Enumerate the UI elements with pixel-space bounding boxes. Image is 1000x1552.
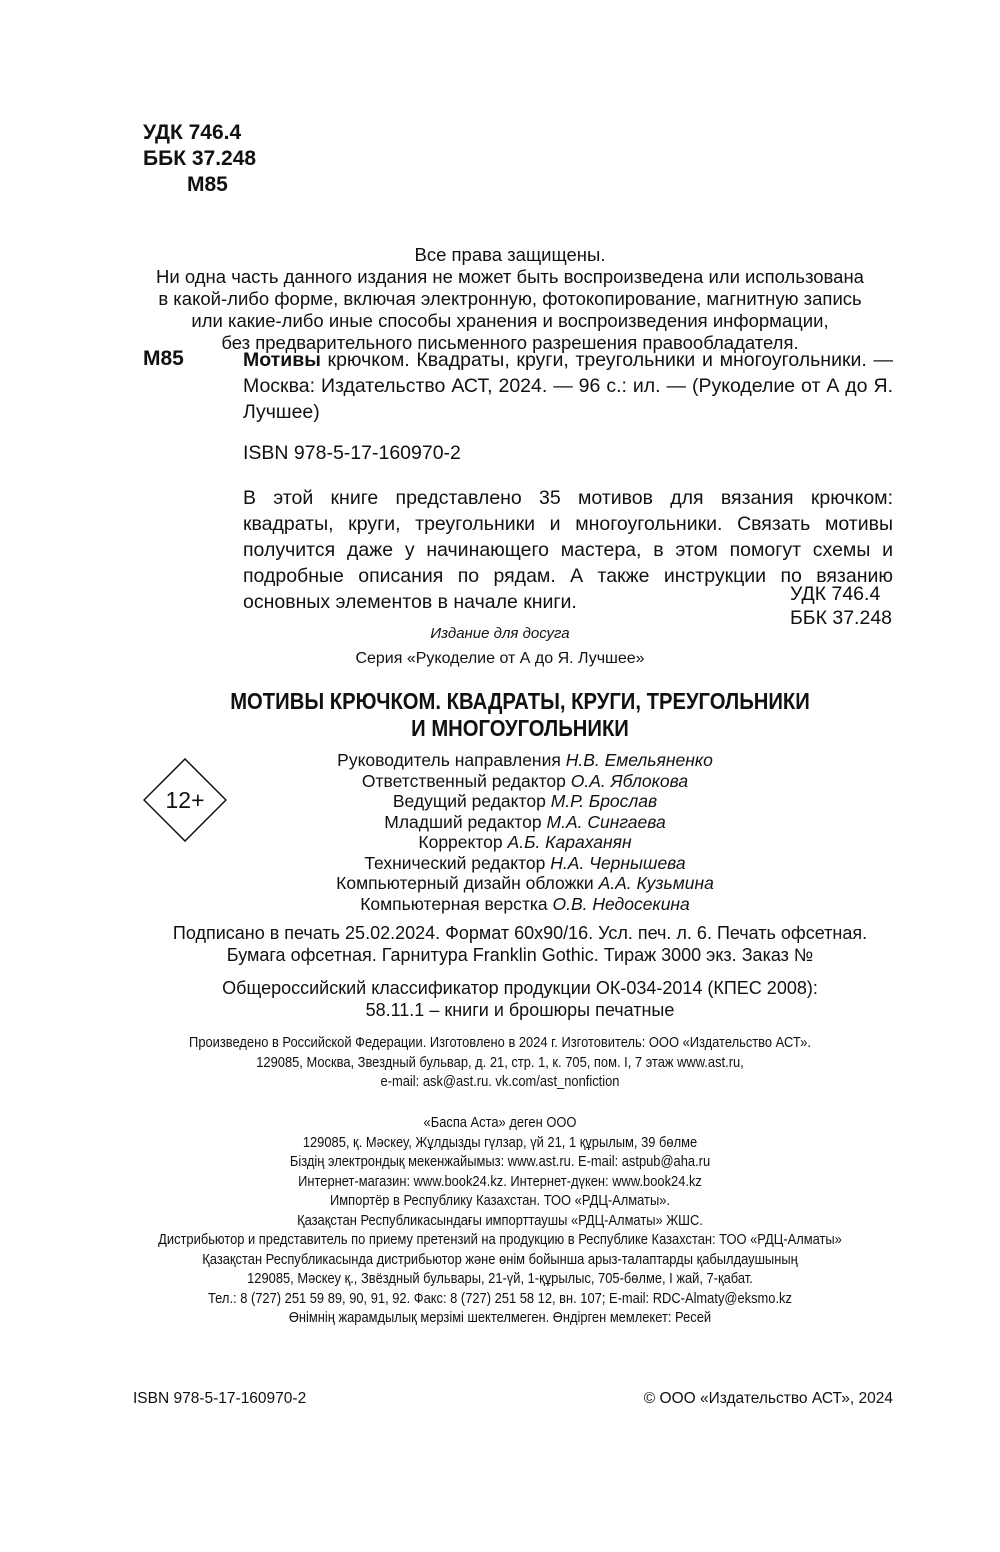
age-rating-badge [143,758,227,842]
producer-line: 129085, Москва, Звездный бульвар, д. 21, стр. 1, к. 705, пом. I, 7 этаж www.ast.ru, [256,1053,744,1071]
rights-line: Ни одна часть данного издания не может быть воспроизведена или использована [156,266,864,287]
bib-sign: М85 [143,347,184,370]
staff-row: Корректор А.Б. Караханян [418,832,632,852]
udk-code: УДК 746.4 [143,121,242,144]
title-line: МОТИВЫ КРЮЧКОМ. КВАДРАТЫ, КРУГИ, ТРЕУГОЛЬНИКИ [230,688,810,714]
producer-line: Произведено в Российской Федерации. Изготовлено в 2024 г. Изготовитель: ООО «Издательство АСТ». [189,1034,811,1051]
footer-isbn: ISBN 978-5-17-160970-2 [133,1390,307,1407]
kz-line: Өнімнің жарамдылық мерзімі шектелмеген. Өндірген мемлекет: Ресей [288,1309,712,1326]
rights-line: без предварительного письменного разрешения правообладателя. [221,332,799,353]
print-info [130,922,910,966]
staff-row: Компьютерный дизайн обложки А.А. Кузьмина [336,873,714,893]
staff-row: Руководитель направления Н.В. Емельяненко [337,750,713,770]
title-line: И МНОГОУГОЛЬНИКИ [411,715,629,741]
staff-row: Ответственный редактор О.А. Яблокова [361,770,689,791]
kz-line: «Баспа Аста» деген ООО [423,1114,577,1131]
leisure-edition: Издание для досуга [430,625,570,642]
footer-copyright: © ООО «Издательство АСТ», 2024 [643,1390,893,1407]
kz-line: Импортёр в Республику Казахстан. ТОО «РДЦ-Алматы». [330,1192,670,1209]
bibliographic-record [243,347,893,425]
age-rating: 12+ [165,786,205,813]
producer-info [100,1033,900,1092]
kz-line: Қазақстан Республикасында дистрибьютор және өнім бойынша арыз-талаптарды қабылдаушының [202,1250,798,1268]
kz-line: Тел.: 8 (727) 251 59 89, 90, 91, 92. Факс: 8 (727) 251 58 12, вн. 107; E-mail: RDC-Almaty@eksmo.kz [208,1289,792,1307]
kz-line: 129085, Мәскеу қ., Звёздный бульвары, 21-үй, 1-құрылыс, 705-бөлме, I жай, 7-қабат. [247,1270,753,1287]
kz-line: Біздің электрондық мекенжайымыз: www.ast.ru. E-mail: astpub@aha.ru [289,1153,711,1170]
kz-line: Дистрибьютор и представитель по приему претензий на продукцию в Республике Казахстан: ТОО «РДЦ-Алматы» [158,1231,842,1248]
kz-line: 129085, қ. Мәскеу, Жұлдызды гүлзар, үй 21, 1 құрылым, 39 бөлме [302,1133,698,1151]
kazakhstan-info [100,1113,900,1328]
annotation: В этой книге представлено 35 мотивов для вязания крючком: квадраты, круги, треугольники и многоугольники. Связать мотивы получится даже у начинающего мастера, в этом помогут схемы и подробные описания по рядам. А также инструкции по вязанию основных элементов в начале книги. [243,487,893,613]
print-line: Бумага офсетная. Гарнитура Franklin Gothic. Тираж 3000 экз. Заказ № [226,945,814,965]
book-title [177,688,863,742]
author-sign: М85 [187,173,228,196]
bib-title: Мотивы [243,349,321,371]
bib-codes [790,582,892,630]
bib-details: крючком. Квадраты, круги, треугольники и многоугольники. — Москва: Издательство АСТ, 2024. — 96 с.: ил. — (Рукоделие от А до Я. Лучшее) [243,349,893,423]
rights-line: Все права защищены. [414,244,606,265]
classification-codes [143,120,256,198]
staff-row: Технический редактор Н.А. Чернышева [364,852,686,873]
isbn: ISBN 978-5-17-160970-2 [243,442,461,464]
staff-list [250,750,800,914]
bbk-code: ББК 37.248 [143,147,257,170]
producer-line: e-mail: ask@ast.ru. vk.com/ast_nonfiction [380,1073,620,1090]
kz-line: Интернет-магазин: www.book24.kz. Интернет-дүкен: www.book24.kz [298,1172,702,1190]
kz-line: Қазақстан Республикасындағы импорттаушы «РДЦ-Алматы» ЖШС. [297,1211,703,1229]
rights-line: или какие-либо иные способы хранения и воспроизведения информации, [191,310,829,331]
rights-line: в какой-либо форме, включая электронную, фотокопирование, магнитную запись [158,288,862,309]
udk-code: УДК 746.4 [790,583,881,605]
bbk-code: ББК 37.248 [790,607,893,629]
print-line: Подписано в печать 25.02.2024. Формат 60x90/16. Усл. печ. л. 6. Печать офсетная. [172,923,868,943]
staff-row: Компьютерная верстка О.В. Недосекина [360,893,690,914]
product-classifier [130,977,910,1021]
staff-row: Ведущий редактор М.Р. Брослав [392,791,658,811]
series: Серия «Рукоделие от А до Я. Лучшее» [355,650,645,667]
staff-row: Младший редактор М.А. Сингаева [384,811,666,832]
okp-line: 58.11.1 – книги и брошюры печатные [365,1000,675,1020]
rights-notice [130,244,890,354]
okp-line: Общероссийский классификатор продукции ОК-034-2014 (КПЕС 2008): [222,978,818,998]
